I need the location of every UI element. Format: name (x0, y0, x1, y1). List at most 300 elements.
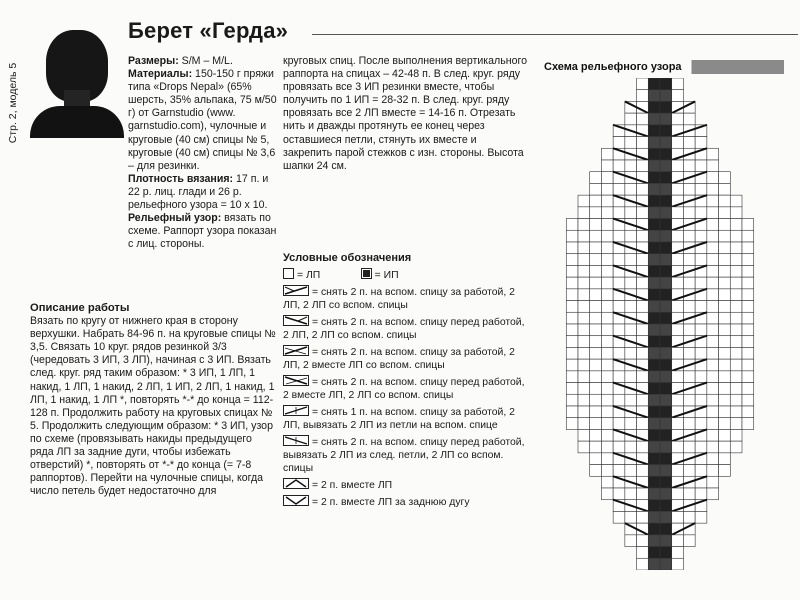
chart-cell-knit (742, 254, 754, 266)
cable-1-back-inc-icon (283, 405, 309, 416)
pattern-text: Рельефный узор: вязать по схеме. Раппорт узора показан с лиц. стороны. (128, 212, 277, 251)
chart-cell-knit (566, 230, 578, 242)
chart-cell-purl (660, 312, 672, 324)
chart-cell-knit (625, 207, 637, 219)
chart-cell-knit (672, 347, 684, 359)
chart-cell-purl (660, 558, 672, 570)
k2tog-tbl-icon (283, 495, 309, 506)
chart-cell-purl (660, 254, 672, 266)
chart-cell-knit (601, 324, 613, 336)
chart-cell-knit (695, 394, 707, 406)
chart-cell-knit (683, 137, 695, 149)
chart-cell-knit (672, 547, 684, 559)
chart-cell-knit (695, 230, 707, 242)
chart-cell-knit (707, 406, 719, 418)
chart-cell-purl (648, 523, 660, 535)
page-title: Берет «Герда» (128, 18, 289, 43)
chart-cell-purl (660, 265, 672, 277)
chart-cell-purl (660, 371, 672, 383)
chart-cell-knit (683, 488, 695, 500)
chart-cell-knit (625, 465, 637, 477)
legend-item-text: = снять 2 п. на вспом. спицу перед работой, вывязать 2 ЛП из след. петли, 2 ЛП со вспом. спицы (283, 437, 525, 474)
chart-cell-knit (578, 336, 590, 348)
chart-cell-knit (566, 406, 578, 418)
chart-cell-knit (625, 277, 637, 289)
chart-cell-purl (648, 160, 660, 172)
chart-cell-purl (660, 219, 672, 231)
chart-cell-knit (590, 418, 602, 430)
chart-cell-knit (719, 312, 731, 324)
chart-cell-purl (660, 347, 672, 359)
chart-cell-knit (742, 324, 754, 336)
chart-cell-knit (625, 371, 637, 383)
chart-cell-knit (707, 301, 719, 313)
chart-cell-knit (625, 137, 637, 149)
chart-cell-knit (590, 183, 602, 195)
chart-cell-knit (590, 195, 602, 207)
chart-cell-knit (730, 324, 742, 336)
chart-cell-knit (707, 148, 719, 160)
chart-cell-knit (730, 347, 742, 359)
chart-cell-purl (660, 90, 672, 102)
chart-cell-knit (601, 465, 613, 477)
chart-cell-knit (707, 160, 719, 172)
chart-cell-purl (660, 453, 672, 465)
chart-cell-knit (672, 535, 684, 547)
chart-cell-knit (590, 465, 602, 477)
chart-cell-knit (695, 347, 707, 359)
legend-item-text: = снять 2 п. на вспом. спицу перед работой, 2 ЛП, 2 ЛП со вспом. спицы (283, 317, 525, 341)
chart-cell-knit (672, 394, 684, 406)
chart-cell-knit (613, 347, 625, 359)
chart-cell-knit (707, 465, 719, 477)
chart-cell-knit (719, 418, 731, 430)
chart-cell-purl (660, 441, 672, 453)
legend-item-text: = 2 п. вместе ЛП за заднюю дугу (312, 497, 470, 508)
chart-cell-knit (601, 394, 613, 406)
purl-square-icon (361, 268, 372, 279)
chart-cell-knit (601, 254, 613, 266)
chart-title: Схема рельефного узора (540, 60, 784, 74)
chart-cell-knit (719, 324, 731, 336)
chart-cell-knit (625, 183, 637, 195)
chart-cell-knit (719, 371, 731, 383)
chart-cell-knit (730, 207, 742, 219)
chart-cell-knit (672, 113, 684, 125)
chart-cell-knit (625, 160, 637, 172)
chart-cell-knit (625, 254, 637, 266)
chart-cell-knit (613, 160, 625, 172)
chart-cell-knit (590, 219, 602, 231)
chart-cell-knit (590, 406, 602, 418)
chart-cell-purl (648, 547, 660, 559)
chart-cell-knit (637, 371, 649, 383)
chart-cell-knit (742, 277, 754, 289)
chart-cell-knit (590, 453, 602, 465)
chart-cell-knit (601, 406, 613, 418)
chart-cell-knit (578, 277, 590, 289)
gauge-text: Плотность вязания: 17 п. и 22 р. лиц. глади и 26 р. рельефного узора = 10 x 10. (128, 172, 269, 212)
chart-cell-purl (660, 359, 672, 371)
chart-cell-knit (707, 230, 719, 242)
chart-cell-purl (660, 547, 672, 559)
chart-cell-knit (590, 277, 602, 289)
chart-cell-purl (648, 90, 660, 102)
chart-cell-knit (601, 183, 613, 195)
chart-cell-knit (578, 312, 590, 324)
chart-cell-purl (660, 230, 672, 242)
chart-cell-knit (590, 441, 602, 453)
chart-cell-purl (648, 207, 660, 219)
chart-cell-knit (719, 406, 731, 418)
chart-cell-knit (742, 347, 754, 359)
chart-cell-knit (578, 371, 590, 383)
chart-cell-knit (683, 441, 695, 453)
chart-cell-knit (683, 207, 695, 219)
continuation-text: круговых спиц. После выполнения вертикального раппорта на спицах – 42-48 п. В след. круг. ряду провязать все 3 ИП резинки вместе, чтобы получить по 1 ИП = 28-32 п. В след. круг. ряду провязать все 2 ЛП вместе = 14-16 п. Отрезать нить и дважды протянуть ее конец через оставшиеся петли, стянуть их вместе и закрепить парой стежков с изн. стороны. Высота шапки 24 см. (283, 55, 527, 172)
chart-cell-purl (648, 265, 660, 277)
chart-cell-knit (683, 230, 695, 242)
chart-cell-knit (730, 254, 742, 266)
chart-cell-knit (625, 301, 637, 313)
chart-cell-knit (672, 301, 684, 313)
chart-cell-purl (660, 488, 672, 500)
chart-cell-purl (648, 324, 660, 336)
chart-cell-knit (683, 465, 695, 477)
chart-cell-knit (590, 347, 602, 359)
chart-cell-knit (566, 265, 578, 277)
chart-cell-purl (648, 465, 660, 477)
chart-cell-purl (648, 558, 660, 570)
chart-cell-knit (625, 394, 637, 406)
chart-cell-knit (613, 254, 625, 266)
chart-cell-knit (730, 336, 742, 348)
chart-cell-knit (672, 137, 684, 149)
chart-cell-knit (730, 289, 742, 301)
chart-cell-knit (590, 242, 602, 254)
chart-cell-knit (683, 371, 695, 383)
cable-2-back-dec-icon (283, 345, 309, 356)
chart-cell-knit (695, 207, 707, 219)
chart-cell-purl (660, 137, 672, 149)
legend-item (283, 495, 533, 509)
chart-cell-knit (637, 301, 649, 313)
chart-cell-purl (648, 113, 660, 125)
chart-cell-knit (719, 183, 731, 195)
chart-cell-knit (637, 160, 649, 172)
chart-cell-purl (648, 219, 660, 231)
chart-cell-purl (648, 172, 660, 184)
chart-cell-knit (707, 207, 719, 219)
chart-cell-knit (707, 371, 719, 383)
chart-cell-knit (730, 219, 742, 231)
chart-cell-knit (590, 371, 602, 383)
chart-cell-knit (578, 359, 590, 371)
cable-2-front-dec-icon (283, 375, 309, 386)
chart-cell-knit (625, 347, 637, 359)
chart-cell-purl (648, 101, 660, 113)
chart-cell-knit (578, 207, 590, 219)
chart-cell-knit (601, 359, 613, 371)
chart-cell-purl (660, 289, 672, 301)
chart-cell-purl (660, 535, 672, 547)
chart-cell-purl (660, 195, 672, 207)
chart-cell-purl (648, 230, 660, 242)
chart-cell-knit (601, 453, 613, 465)
chart-cell-purl (648, 359, 660, 371)
chart-cell-knit (672, 254, 684, 266)
sizes-text: Размеры: S/M – M/L. (128, 55, 233, 67)
chart-cell-knit (601, 476, 613, 488)
chart-cell-knit (707, 359, 719, 371)
instructions-text: Вязать по кругу от нижнего края в сторону верхушки. Набрать 84-96 п. на круговые спицы № 3,5. Связать 10 круг. рядов резинкой 3/3 (чередовать 3 ИП, 3 ЛП), начиная с 3 ИП. Вязать след. круг. ряд таким образом: * 3 ИП, 1 ЛП, 1 накид, 1 ЛП, 1 накид, 2 ЛП, 1 ИП, 2 ЛП, 1 накид, 1 ЛП, 1 накид, 1 ЛП *, повторять *-* до конца = 112-128 п. Продолжить работу на круговых спицах № 5. Продолжить следующим образом: * 3 ИП, узор по схеме (провязывать накиды предыдущего ряда ЛП за задние дуги, чтобы избежать отверстий) *, повторять от *-* до конца (= 7-8 раппортов). Перейти на чулочные спицы, когда число петель будет недостаточно для (30, 315, 276, 498)
chart-cell-knit (578, 347, 590, 359)
cable-2-back-icon (283, 285, 309, 296)
chart-cell-purl (648, 535, 660, 547)
chart-cell-purl (660, 301, 672, 313)
chart-cell-knit (707, 394, 719, 406)
chart-cell-knit (566, 289, 578, 301)
chart-cell-knit (730, 195, 742, 207)
chart-cell-knit (742, 394, 754, 406)
chart-cell-knit (625, 230, 637, 242)
chart-cell-knit (742, 312, 754, 324)
chart-cell-purl (660, 476, 672, 488)
work-heading: Описание работы (30, 302, 130, 314)
legend-basic: = ЛП = ИП (283, 268, 533, 282)
chart-cell-knit (613, 511, 625, 523)
cable-2-front-icon (283, 315, 309, 326)
chart-cell-knit (625, 511, 637, 523)
chart-cell-knit (695, 371, 707, 383)
chart-cell-knit (637, 230, 649, 242)
chart-cell-knit (672, 183, 684, 195)
chart-cell-knit (719, 172, 731, 184)
chart-cell-knit (601, 172, 613, 184)
chart-cell-knit (707, 277, 719, 289)
chart-cell-knit (695, 137, 707, 149)
chart-cell-knit (695, 301, 707, 313)
chart-cell-knit (707, 265, 719, 277)
chart-cell-knit (695, 160, 707, 172)
chart-cell-knit (719, 242, 731, 254)
chart-cell-knit (590, 172, 602, 184)
chart-cell-knit (707, 488, 719, 500)
chart-cell-purl (660, 172, 672, 184)
chart-cell-purl (648, 336, 660, 348)
chart-cell-knit (625, 113, 637, 125)
chart-cell-knit (601, 336, 613, 348)
chart-cell-knit (730, 301, 742, 313)
chart-cell-knit (578, 254, 590, 266)
chart-cell-knit (683, 324, 695, 336)
chart-cell-knit (578, 406, 590, 418)
chart-cell-knit (683, 347, 695, 359)
chart-cell-knit (672, 230, 684, 242)
chart-cell-knit (707, 242, 719, 254)
chart-cell-knit (601, 277, 613, 289)
chart-cell-knit (637, 207, 649, 219)
chart-cell-knit (601, 488, 613, 500)
chart-cell-knit (742, 359, 754, 371)
chart-cell-purl (660, 511, 672, 523)
chart-cell-knit (601, 383, 613, 395)
chart-cell-purl (648, 195, 660, 207)
chart-cell-knit (625, 488, 637, 500)
chart-cell-purl (660, 125, 672, 137)
legend-item (283, 285, 533, 312)
chart-cell-knit (672, 558, 684, 570)
chart-cell-knit (672, 488, 684, 500)
chart-cell-knit (719, 429, 731, 441)
page-reference: Стр. 2, модель 5 (7, 62, 19, 144)
chart-cell-knit (566, 383, 578, 395)
chart-cell-knit (742, 383, 754, 395)
chart-cell-knit (578, 394, 590, 406)
chart-cell-knit (695, 254, 707, 266)
chart-cell-knit (578, 195, 590, 207)
chart-cell-knit (601, 418, 613, 430)
chart-cell-purl (648, 137, 660, 149)
chart-cell-knit (637, 347, 649, 359)
k2tog-icon (283, 478, 309, 489)
chart-cell-purl (648, 500, 660, 512)
chart-cell-knit (683, 394, 695, 406)
chart-cell-knit (590, 429, 602, 441)
chart-cell-knit (707, 312, 719, 324)
legend-item-text: = снять 2 п. на вспом. спицу за работой, 2 ЛП, 2 вместе ЛП со вспом. спицы (283, 347, 515, 371)
chart-cell-knit (719, 277, 731, 289)
chart-cell-purl (660, 242, 672, 254)
chart-cell-knit (637, 183, 649, 195)
chart-cell-knit (601, 429, 613, 441)
chart-cell-purl (660, 383, 672, 395)
chart-cell-knit (730, 441, 742, 453)
chart-cell-knit (601, 207, 613, 219)
chart-cell-knit (601, 265, 613, 277)
chart-cell-knit (707, 476, 719, 488)
chart-cell-knit (566, 277, 578, 289)
chart-cell-knit (719, 265, 731, 277)
instructions-column (30, 297, 278, 498)
chart-cell-knit (590, 230, 602, 242)
chart-cell-knit (578, 324, 590, 336)
chart-cell-knit (613, 230, 625, 242)
chart-cell-knit (707, 453, 719, 465)
chart-cell-knit (695, 465, 707, 477)
chart-cell-knit (578, 301, 590, 313)
chart-cell-knit (578, 441, 590, 453)
legend-items (283, 285, 533, 509)
chart-cell-purl (660, 394, 672, 406)
chart-cell-knit (601, 230, 613, 242)
chart-cell-knit (707, 195, 719, 207)
title-rule (312, 34, 798, 35)
chart-cell-knit (730, 371, 742, 383)
chart-cell-knit (601, 219, 613, 231)
chart-cell-purl (648, 383, 660, 395)
chart-cell-knit (742, 289, 754, 301)
chart-cell-knit (730, 359, 742, 371)
chart-cell-knit (590, 301, 602, 313)
chart-cell-purl (648, 476, 660, 488)
chart-cell-purl (660, 465, 672, 477)
chart-cell-knit (590, 207, 602, 219)
chart-cell-knit (683, 418, 695, 430)
chart-cell-knit (566, 371, 578, 383)
photo-shoulders (30, 106, 124, 138)
legend-item (283, 315, 533, 342)
chart-cell-purl (648, 254, 660, 266)
chart-cell-knit (566, 242, 578, 254)
chart-cell-purl (648, 183, 660, 195)
legend-item (283, 435, 533, 475)
chart-cell-knit (742, 301, 754, 313)
chart-cell-knit (672, 371, 684, 383)
specs-column (128, 55, 278, 251)
pattern-chart (560, 78, 760, 570)
chart-cell-knit (707, 429, 719, 441)
chart-cell-knit (730, 230, 742, 242)
chart-cell-purl (660, 406, 672, 418)
chart-cell-knit (613, 277, 625, 289)
chart-cell-purl (648, 453, 660, 465)
chart-cell-knit (730, 418, 742, 430)
legend-heading: Условные обозначения (283, 252, 412, 264)
legend-item-text: = снять 2 п. на вспом. спицу за работой, 2 ЛП, 2 ЛП со вспом. спицы (283, 287, 515, 311)
chart-cell-knit (719, 465, 731, 477)
chart-cell-knit (613, 441, 625, 453)
chart-cell-knit (613, 488, 625, 500)
chart-cell-knit (625, 324, 637, 336)
chart-cell-knit (625, 535, 637, 547)
chart-cell-knit (707, 289, 719, 301)
chart-cell-knit (742, 418, 754, 430)
chart-cell-knit (613, 371, 625, 383)
chart-cell-knit (566, 301, 578, 313)
chart-cell-knit (578, 219, 590, 231)
chart-cell-knit (707, 324, 719, 336)
chart-cell-knit (672, 465, 684, 477)
chart-cell-knit (601, 312, 613, 324)
chart-cell-knit (719, 394, 731, 406)
chart-cell-knit (719, 195, 731, 207)
chart-cell-knit (601, 195, 613, 207)
chart-cell-purl (660, 207, 672, 219)
chart-cell-knit (695, 418, 707, 430)
chart-cell-purl (660, 324, 672, 336)
chart-cell-knit (637, 558, 649, 570)
chart-cell-knit (590, 324, 602, 336)
chart-cell-knit (590, 265, 602, 277)
chart-cell-knit (707, 336, 719, 348)
chart-cell-knit (719, 453, 731, 465)
chart-cell-purl (648, 125, 660, 137)
chart-cell-knit (566, 336, 578, 348)
chart-cell-knit (707, 172, 719, 184)
chart-cell-knit (707, 441, 719, 453)
chart-cell-knit (719, 207, 731, 219)
materials-text: Материалы: 150-150 г пряжи типа «Drops Nepal» (65% шерсть, 35% альпака, 75 м/50 г) от Garnstudio (www. garnstudio.com), чулочные и круговые (40 см) спицы № 5, круговые (40 см) спицы № 3,6 – для резинки. (128, 68, 277, 172)
chart-cell-knit (637, 441, 649, 453)
chart-cell-knit (730, 429, 742, 441)
chart-cell-knit (566, 347, 578, 359)
chart-cell-purl (660, 500, 672, 512)
chart-cell-knit (695, 511, 707, 523)
chart-cell-purl (648, 394, 660, 406)
chart-cell-purl (648, 511, 660, 523)
chart-cell-purl (648, 312, 660, 324)
